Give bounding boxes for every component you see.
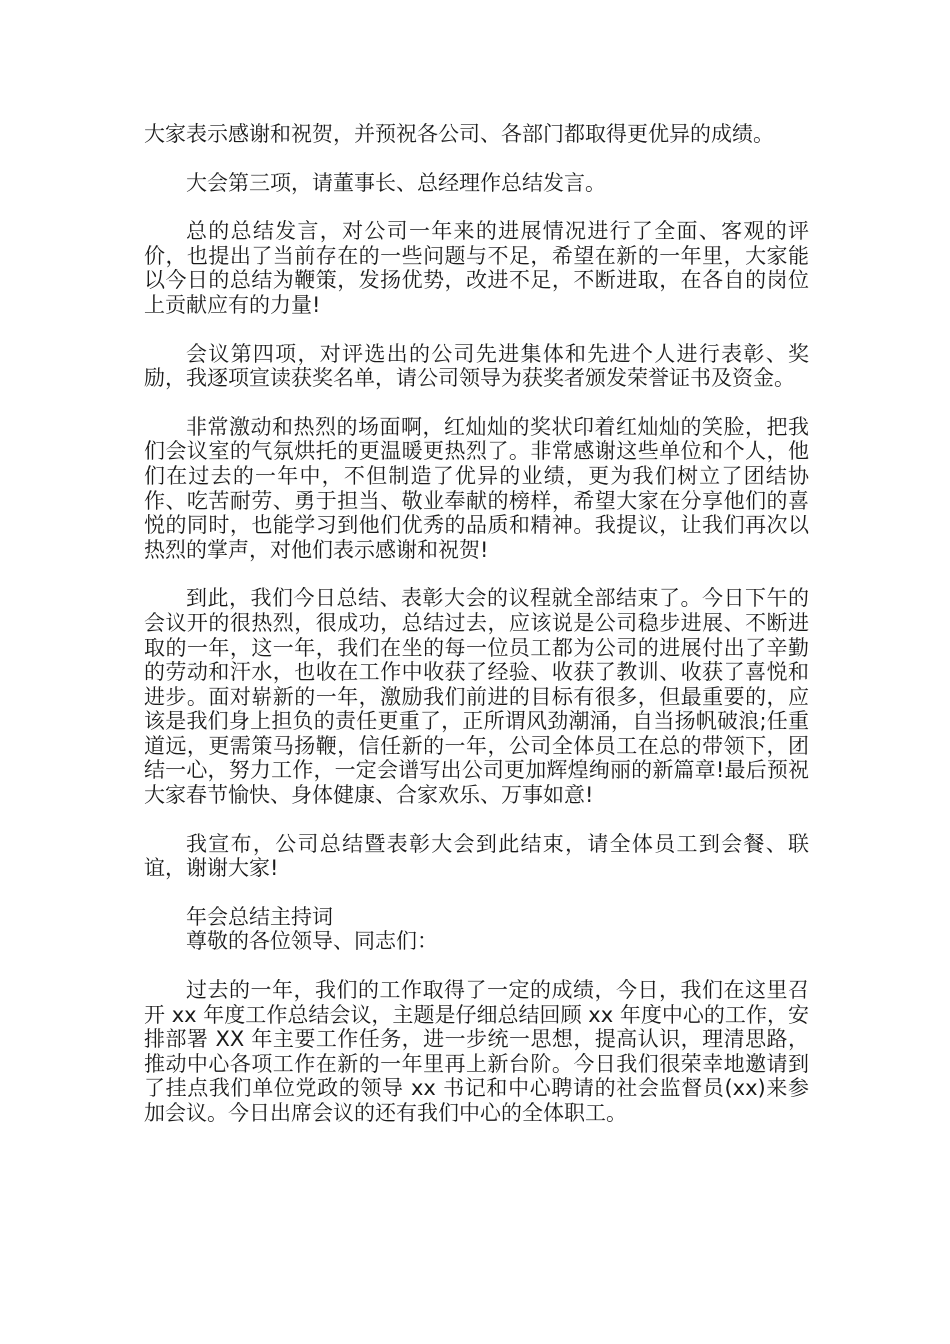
paragraph-thanks-closing: 大家表示感谢和祝贺，并预祝各公司、各部门都取得更优异的成绩。: [144, 122, 774, 146]
paragraph-summary-speech: 总的总结发言，对公司一年来的进展情况进行了全面、客观的评价，也提出了当前存在的一些问题与不足，希望在新的一年里，大家能以今日的总结为鞭策，发扬优势，改进不足，不断进取，在各自的岗位上贡献应有的力量!: [144, 219, 809, 317]
document-body: [144, 122, 809, 1126]
paragraph-opening-speech: 过去的一年，我们的工作取得了一定的成绩，今日，我们在这里召开 xx 年度工作总结会议，主题是仔细总结回顾 xx 年度中心的工作，安排部署 XX 年主要工作任务，进一步统一思想，提高认识，理清思路，推动中心各项工作在新的一年里再上新台阶。今日我们很荣幸地邀请到了挂点我们单位党政的领导 xx 书记和中心聘请的社会监督员(xx)来参加会议。今日出席会议的还有我们中心的全体职工。: [144, 978, 809, 1125]
salutation: 尊敬的各位领导、同志们：: [186, 929, 438, 954]
paragraph-agenda-item-3: 大会第三项，请董事长、总经理作总结发言。: [186, 170, 606, 195]
section-heading: 年会总结主持词: [186, 904, 333, 929]
paragraph-agenda-item-4: 会议第四项，对评选出的公司先进集体和先进个人进行表彰、奖励，我逐项宣读获奖名单，请公司领导为获奖者颁发荣誉证书及资金。: [144, 341, 809, 391]
paragraph-meeting-conclusion: 到此，我们今日总结、表彰大会的议程就全部结束了。今日下午的会议开的很热烈，很成功，总结过去，应该说是公司稳步进展、不断进取的一年，这一年，我们在坐的每一位员工都为公司的进展付出了辛勤的劳动和汗水，也收在工作中收获了经验、收获了教训、收获了喜悦和进步。面对崭新的一年，激励我们前进的目标有很多，但最重要的，应该是我们身上担负的责任更重了，正所谓风劲潮涌，自当扬帆破浪;任重道远，更需策马扬鞭，信任新的一年，公司全体员工在总的带领下，团结一心，努力工作，一定会谱写出公司更加辉煌绚丽的新篇章!最后预祝大家春节愉快、身体健康、合家欢乐、万事如意!: [144, 586, 809, 808]
paragraph-award-scene: 非常激动和热烈的场面啊，红灿灿的奖状印着红灿灿的笑脸，把我们会议室的气氛烘托的更温暖更热烈了。非常感谢这些单位和个人，他们在过去的一年中，不但制造了优异的业绩，更为我们树立了团结协作、吃苦耐劳、勇于担当、敬业奉献的榜样，希望大家在分享他们的喜悦的同时，也能学习到他们优秀的品质和精神。我提议，让我们再次以热烈的掌声，对他们表示感谢和祝贺!: [144, 414, 809, 562]
paragraph-closing-announcement: 我宣布，公司总结暨表彰大会到此结束，请全体员工到会餐、联谊，谢谢大家!: [144, 831, 809, 881]
